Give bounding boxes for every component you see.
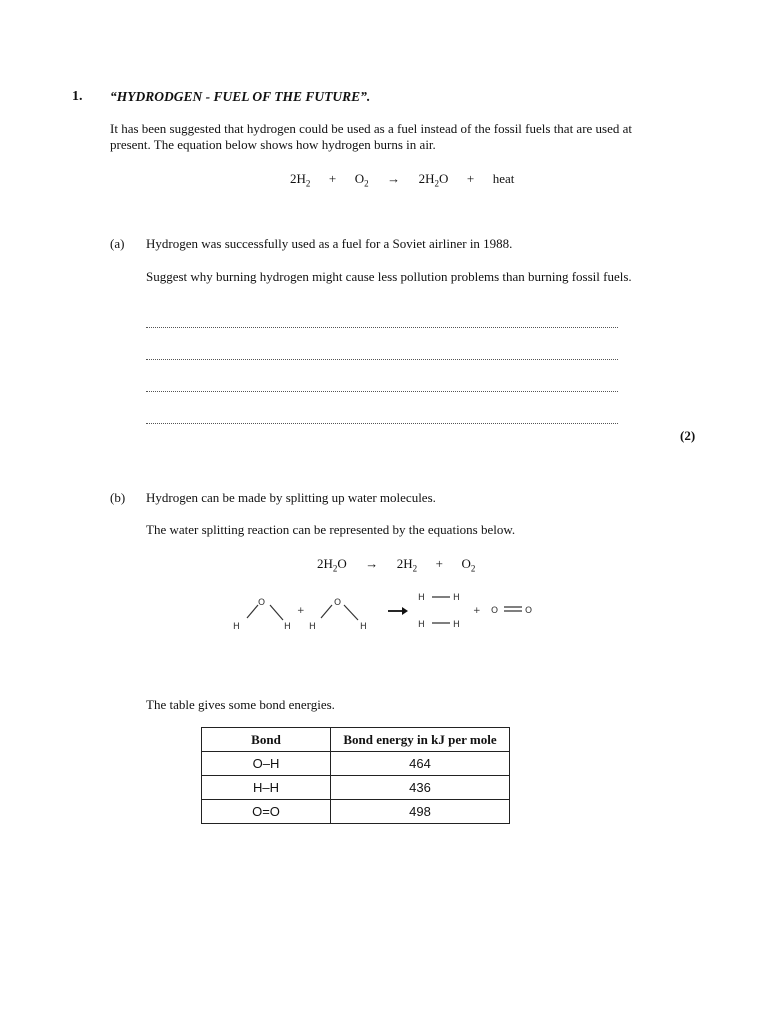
part-a-prompt: Suggest why burning hydrogen might cause less pollution problems than burning fossil fuels. bbox=[146, 269, 632, 284]
bond-cell: O=O bbox=[202, 800, 331, 824]
hydrogen-molecule bbox=[418, 593, 460, 603]
question-title: “HYDRODGEN - FUEL OF THE FUTURE”. bbox=[110, 89, 371, 104]
splitting-equation bbox=[317, 556, 475, 574]
answer-line[interactable] bbox=[146, 391, 618, 392]
hydrogen-atom-label: H bbox=[453, 620, 460, 630]
bond-cell: H–H bbox=[202, 776, 331, 800]
plus-sign: + bbox=[473, 606, 481, 616]
question-intro: It has been suggested that hydrogen could be used as a fuel instead of the fossil fuels that are used at present. The equation below shows how hydrogen burns in air. bbox=[110, 121, 633, 152]
hydrogen-atom-label: H bbox=[453, 593, 460, 603]
hydrogen-atom-label: H bbox=[309, 622, 316, 632]
reactant-oxygen: $O_2$ bbox=[354, 171, 369, 189]
product-water: $2H_2O$ bbox=[418, 171, 449, 189]
answer-line[interactable] bbox=[146, 359, 618, 360]
product-hydrogen: $2H_2$ bbox=[396, 556, 418, 574]
water-molecule bbox=[233, 598, 291, 632]
table-row bbox=[202, 776, 510, 800]
oxygen-atom-label: O bbox=[491, 606, 499, 616]
water-splitting-diagram bbox=[220, 585, 550, 640]
part-a-label: (a) bbox=[110, 236, 125, 251]
table-row bbox=[202, 752, 510, 776]
plus-sign: + bbox=[297, 606, 305, 616]
part-b-label: (b) bbox=[110, 490, 126, 505]
bond-energy-table bbox=[201, 727, 510, 824]
hydrogen-atom-label: H bbox=[360, 622, 367, 632]
column-header-bond: Bond bbox=[202, 728, 331, 752]
oxygen-atom-label: O bbox=[334, 598, 342, 608]
plus-sign: + bbox=[466, 171, 475, 186]
reactant-water: $2H_2O$ bbox=[317, 556, 347, 574]
oxygen-atom-label: O bbox=[258, 598, 266, 608]
hydrogen-atom-label: H bbox=[284, 622, 291, 632]
plus-sign: + bbox=[328, 171, 337, 186]
hydrogen-atom-label: H bbox=[233, 622, 240, 632]
reactant-hydrogen: $2H_2$ bbox=[290, 171, 311, 189]
oxygen-molecule bbox=[491, 606, 532, 616]
bond-cell: O–H bbox=[202, 752, 331, 776]
arrow-icon: → bbox=[365, 556, 379, 571]
energy-cell: 436 bbox=[331, 776, 510, 800]
table-intro: The table gives some bond energies. bbox=[146, 697, 335, 712]
hydrogen-molecule bbox=[418, 620, 460, 630]
hydrogen-atom-label: H bbox=[418, 620, 425, 630]
water-molecule bbox=[309, 598, 367, 632]
combustion-equation bbox=[290, 171, 514, 189]
reaction-arrow-icon bbox=[388, 607, 408, 615]
table-row bbox=[202, 800, 510, 824]
hydrogen-atom-label: H bbox=[418, 593, 425, 603]
question-number: 1. bbox=[72, 89, 83, 104]
part-a-statement: Hydrogen was successfully used as a fuel for a Soviet airliner in 1988. bbox=[146, 236, 513, 251]
arrow-icon: → bbox=[387, 171, 401, 186]
oxygen-atom-label: O bbox=[525, 606, 533, 616]
product-oxygen: $O_2$ bbox=[461, 556, 476, 574]
part-b-prompt: The water splitting reaction can be represented by the equations below. bbox=[146, 522, 516, 537]
table-header-row bbox=[202, 728, 510, 752]
answer-line[interactable] bbox=[146, 423, 618, 424]
energy-cell: 498 bbox=[331, 800, 510, 824]
column-header-energy: Bond energy in kJ per mole bbox=[331, 728, 510, 752]
answer-line[interactable] bbox=[146, 327, 618, 328]
plus-sign: + bbox=[435, 556, 444, 571]
marks-indicator: (2) bbox=[680, 428, 696, 443]
part-b-statement: Hydrogen can be made by splitting up water molecules. bbox=[146, 490, 436, 505]
product-heat: heat bbox=[492, 171, 515, 186]
energy-cell: 464 bbox=[331, 752, 510, 776]
